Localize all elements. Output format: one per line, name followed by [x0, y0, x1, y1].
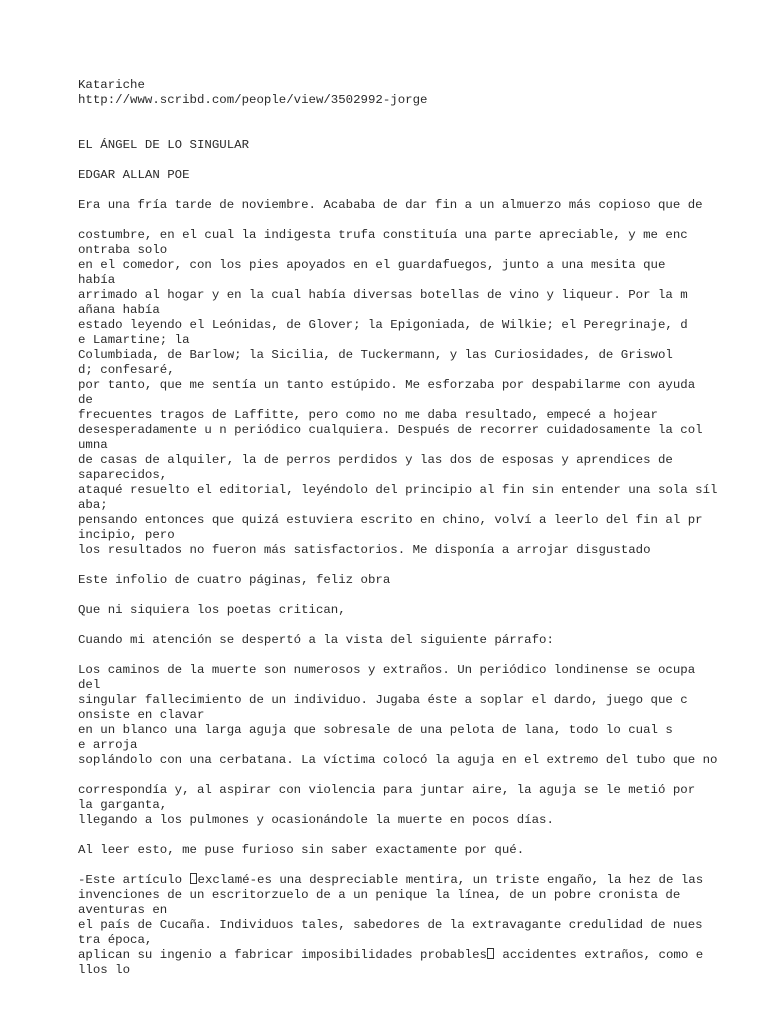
text-line: soplándolo con una cerbatana. La víctima colocó la aguja en el extremo del tubo que no [78, 753, 718, 767]
text-line: pensando entonces que quizá estuviera escrito en chino, volví a leerlo del fin al pr [78, 513, 703, 527]
source-url: http://www.scribd.com/people/view/3502992-jorge [78, 93, 428, 107]
text-line: e Lamartine; la [78, 333, 190, 347]
text-line: en un blanco una larga aguja que sobresale de una pelota de lana, todo lo cual s [78, 723, 673, 737]
text-line: singular fallecimiento de un individuo. Jugaba éste a soplar el dardo, juego que c [78, 693, 688, 707]
text-line: Era una fría tarde de noviembre. Acababa de dar fin a un almuerzo más copioso que de [78, 198, 703, 212]
text-line: onsiste en clavar [78, 708, 205, 722]
text-line: e arroja [78, 738, 138, 752]
text-line: Este infolio de cuatro páginas, feliz obra [78, 573, 391, 587]
text-line: invenciones de un escritorzuelo de a un penique la línea, de un pobre cronista de [78, 888, 681, 902]
missing-glyph-box [190, 873, 197, 884]
text-line: frecuentes tragos de Laffitte, pero como no me daba resultado, empecé a hojear [78, 408, 658, 422]
missing-glyph-box [487, 948, 494, 959]
text-line: estado leyendo el Leónidas, de Glover; la Epigoniada, de Wilkie; el Peregrinaje, d [78, 318, 688, 332]
text-line: Los caminos de la muerte son numerosos y extraños. Un periódico londinense se ocupa [78, 663, 696, 677]
paragraph [78, 663, 758, 828]
text-line: del [78, 678, 101, 692]
paragraph [78, 873, 758, 978]
text-line: umna [78, 438, 108, 452]
text-line: el país de Cucaña. Individuos tales, sabedores de la extravagante credulidad de nues [78, 918, 703, 932]
paragraph [78, 843, 758, 858]
text-line: costumbre, en el cual la indigesta trufa constituía una parte apreciable, y me enc [78, 228, 688, 242]
document-body [78, 78, 758, 978]
text-line: por tanto, que me sentía un tanto estúpido. Me esforzaba por despabilarme con ayuda [78, 378, 696, 392]
text-line [78, 213, 758, 228]
text-line: había [78, 273, 116, 287]
text-line: en el comedor, con los pies apoyados en el guardafuegos, junto a una mesita que [78, 258, 666, 272]
text-line: aventuras en [78, 903, 168, 917]
text-line [78, 768, 758, 783]
text-line: d; confesaré, [78, 363, 175, 377]
text-line: -Este artículo exclamé-es una despreciable mentira, un triste engaño, la hez de las [78, 873, 704, 887]
author-line: Katariche [78, 78, 145, 92]
text-line: ontraba solo [78, 243, 168, 257]
text-line: Columbiada, de Barlow; la Sicilia, de Tuckermann, y las Curiosidades, de Griswol [78, 348, 673, 362]
paragraph [78, 603, 758, 618]
text-line: incipio, pero [78, 528, 175, 542]
text-line: ataqué resuelto el editorial, leyéndolo del principio al fin sin entender una sola síl [78, 483, 718, 497]
text-line: arrimado al hogar y en la cual había diversas botellas de vino y liqueur. Por la m [78, 288, 688, 302]
text-line: de [78, 393, 93, 407]
paragraph [78, 198, 758, 558]
text-line: tra época, [78, 933, 153, 947]
text-line: aba; [78, 498, 108, 512]
text-line: desesperadamente u n periódico cualquiera. Después de recorrer cuidadosamente la col [78, 423, 703, 437]
text-line: los resultados no fueron más satisfactorios. Me disponía a arrojar disgustado [78, 543, 651, 557]
story-text [78, 198, 758, 978]
text-line: la garganta, [78, 798, 168, 812]
paragraph [78, 633, 758, 648]
text-line: llegando a los pulmones y ocasionándole la muerte en pocos días. [78, 813, 554, 827]
author-byline: EDGAR ALLAN POE [78, 168, 190, 182]
text-line: añana había [78, 303, 160, 317]
text-line: llos lo [78, 963, 131, 977]
text-line: correspondía y, al aspirar con violencia para juntar aire, la aguja se le metió por [78, 783, 696, 797]
paragraph [78, 573, 758, 588]
story-title: EL ÁNGEL DE LO SINGULAR [78, 138, 250, 152]
text-line: aplican su ingenio a fabricar imposibilidades probables accidentes extraños, como e [78, 948, 704, 962]
text-line: Al leer esto, me puse furioso sin saber exactamente por qué. [78, 843, 525, 857]
text-line: de casas de alquiler, la de perros perdidos y las dos de esposas y aprendices de [78, 453, 673, 467]
text-line: Que ni siquiera los poetas critican, [78, 603, 346, 617]
text-line: saparecidos, [78, 468, 168, 482]
text-line: Cuando mi atención se despertó a la vista del siguiente párrafo: [78, 633, 554, 647]
